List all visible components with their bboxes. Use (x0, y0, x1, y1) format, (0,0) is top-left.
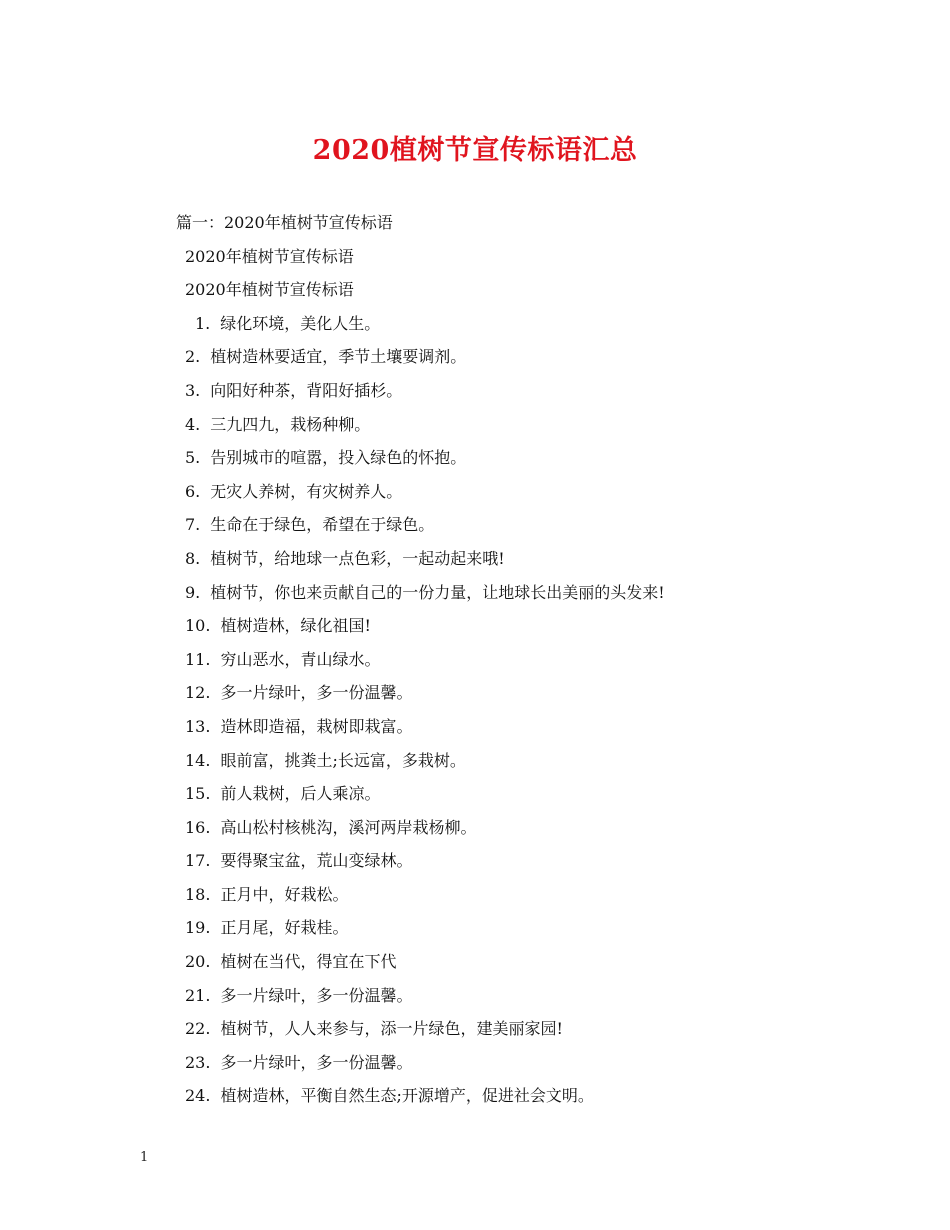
list-item-number: 17. (185, 851, 211, 871)
list-item-text: 植树造林，平衡自然生态;开源增产，促进社会文明。 (220, 1086, 594, 1106)
list-item-text: 植树节，你也来贡献自己的一份力量，让地球长出美丽的头发来! (210, 582, 665, 602)
page-number: 1 (140, 1150, 149, 1165)
list-item (176, 744, 896, 778)
list-item (176, 508, 896, 542)
list-item (176, 576, 896, 610)
list-item-number: 3. (185, 380, 201, 400)
list-item-text: 绿化环境，美化人生。 (220, 313, 381, 333)
list-item (176, 609, 896, 643)
list-item-number: 2. (185, 347, 201, 367)
list-item-number: 4. (185, 414, 201, 434)
list-item-text: 前人栽树，后人乘凉。 (220, 784, 381, 804)
list-item-number: 12. (185, 683, 211, 703)
list-item-text: 生命在于绿色，希望在于绿色。 (210, 515, 435, 535)
subheading: 2020年植树节宣传标语 (185, 246, 354, 266)
list-item-number: 14. (185, 750, 211, 770)
list-item (176, 676, 896, 710)
list-item-number: 22. (185, 1019, 211, 1039)
slogan-list (176, 307, 896, 1113)
list-item (176, 408, 896, 442)
list-item (176, 844, 896, 878)
list-item-text: 多一片绿叶，多一份温馨。 (220, 985, 413, 1005)
list-item-text: 多一片绿叶，多一份温馨。 (220, 683, 413, 703)
list-item-number: 21. (185, 985, 211, 1005)
list-item (176, 1012, 896, 1046)
list-item (176, 878, 896, 912)
list-item (176, 911, 896, 945)
list-item-text: 植树在当代，得宜在下代 (220, 952, 397, 972)
list-item-number: 15. (185, 784, 211, 804)
list-item (176, 542, 896, 576)
section-heading: 篇一：2020年植树节宣传标语 (176, 213, 393, 232)
list-item-number: 8. (185, 548, 201, 568)
list-item-text: 高山松村核桃沟，溪河两岸栽杨柳。 (220, 817, 477, 837)
list-item-text: 植树节，给地球一点色彩，一起动起来哦! (210, 548, 505, 568)
list-item-number: 1. (195, 313, 211, 333)
list-item (176, 1079, 896, 1113)
list-item-text: 向阳好种茶，背阳好插杉。 (210, 380, 403, 400)
list-item (176, 710, 896, 744)
list-item (176, 475, 896, 509)
list-item-number: 7. (185, 515, 201, 535)
list-item-number: 9. (185, 582, 201, 602)
list-item-number: 23. (185, 1052, 211, 1072)
list-item (176, 777, 896, 811)
list-item (176, 441, 896, 475)
list-item (176, 979, 896, 1013)
subheading: 2020年植树节宣传标语 (185, 280, 354, 300)
list-item-number: 6. (185, 481, 201, 501)
list-item-text: 正月中，好栽松。 (220, 884, 349, 904)
document-body (176, 206, 896, 1113)
list-item-number: 18. (185, 884, 211, 904)
list-item-text: 造林即造福，栽树即栽富。 (220, 716, 413, 736)
list-item-text: 植树造林要适宜，季节土壤要调剂。 (210, 347, 467, 367)
list-item-number: 16. (185, 817, 211, 837)
list-item-number: 10. (185, 616, 211, 636)
list-item (176, 945, 896, 979)
list-item-text: 告别城市的喧嚣，投入绿色的怀抱。 (210, 448, 467, 468)
document-title: 2020植树节宣传标语汇总 (312, 135, 638, 166)
list-item-number: 13. (185, 716, 211, 736)
list-item-number: 11. (185, 649, 211, 669)
list-item (176, 811, 896, 845)
list-item-text: 要得聚宝盆，荒山变绿林。 (220, 851, 413, 871)
list-item-number: 20. (185, 952, 211, 972)
list-item (176, 643, 896, 677)
list-item-text: 眼前富，挑粪土;长远富，多栽树。 (220, 750, 466, 770)
list-item-number: 5. (185, 448, 201, 468)
list-item (176, 374, 896, 408)
list-item-text: 三九四九，栽杨种柳。 (210, 414, 371, 434)
list-item-text: 穷山恶水，青山绿水。 (220, 649, 381, 669)
list-item-text: 植树节，人人来参与，添一片绿色，建美丽家园! (220, 1019, 563, 1039)
list-item (176, 1046, 896, 1080)
list-item-text: 植树造林，绿化祖国! (220, 616, 371, 636)
list-item-text: 无灾人养树，有灾树养人。 (210, 481, 403, 501)
list-item-text: 多一片绿叶，多一份温馨。 (220, 1052, 413, 1072)
list-item-number: 24. (185, 1086, 211, 1106)
list-item (176, 307, 896, 341)
list-item-number: 19. (185, 918, 211, 938)
list-item (176, 340, 896, 374)
list-item-text: 正月尾，好栽桂。 (220, 918, 349, 938)
